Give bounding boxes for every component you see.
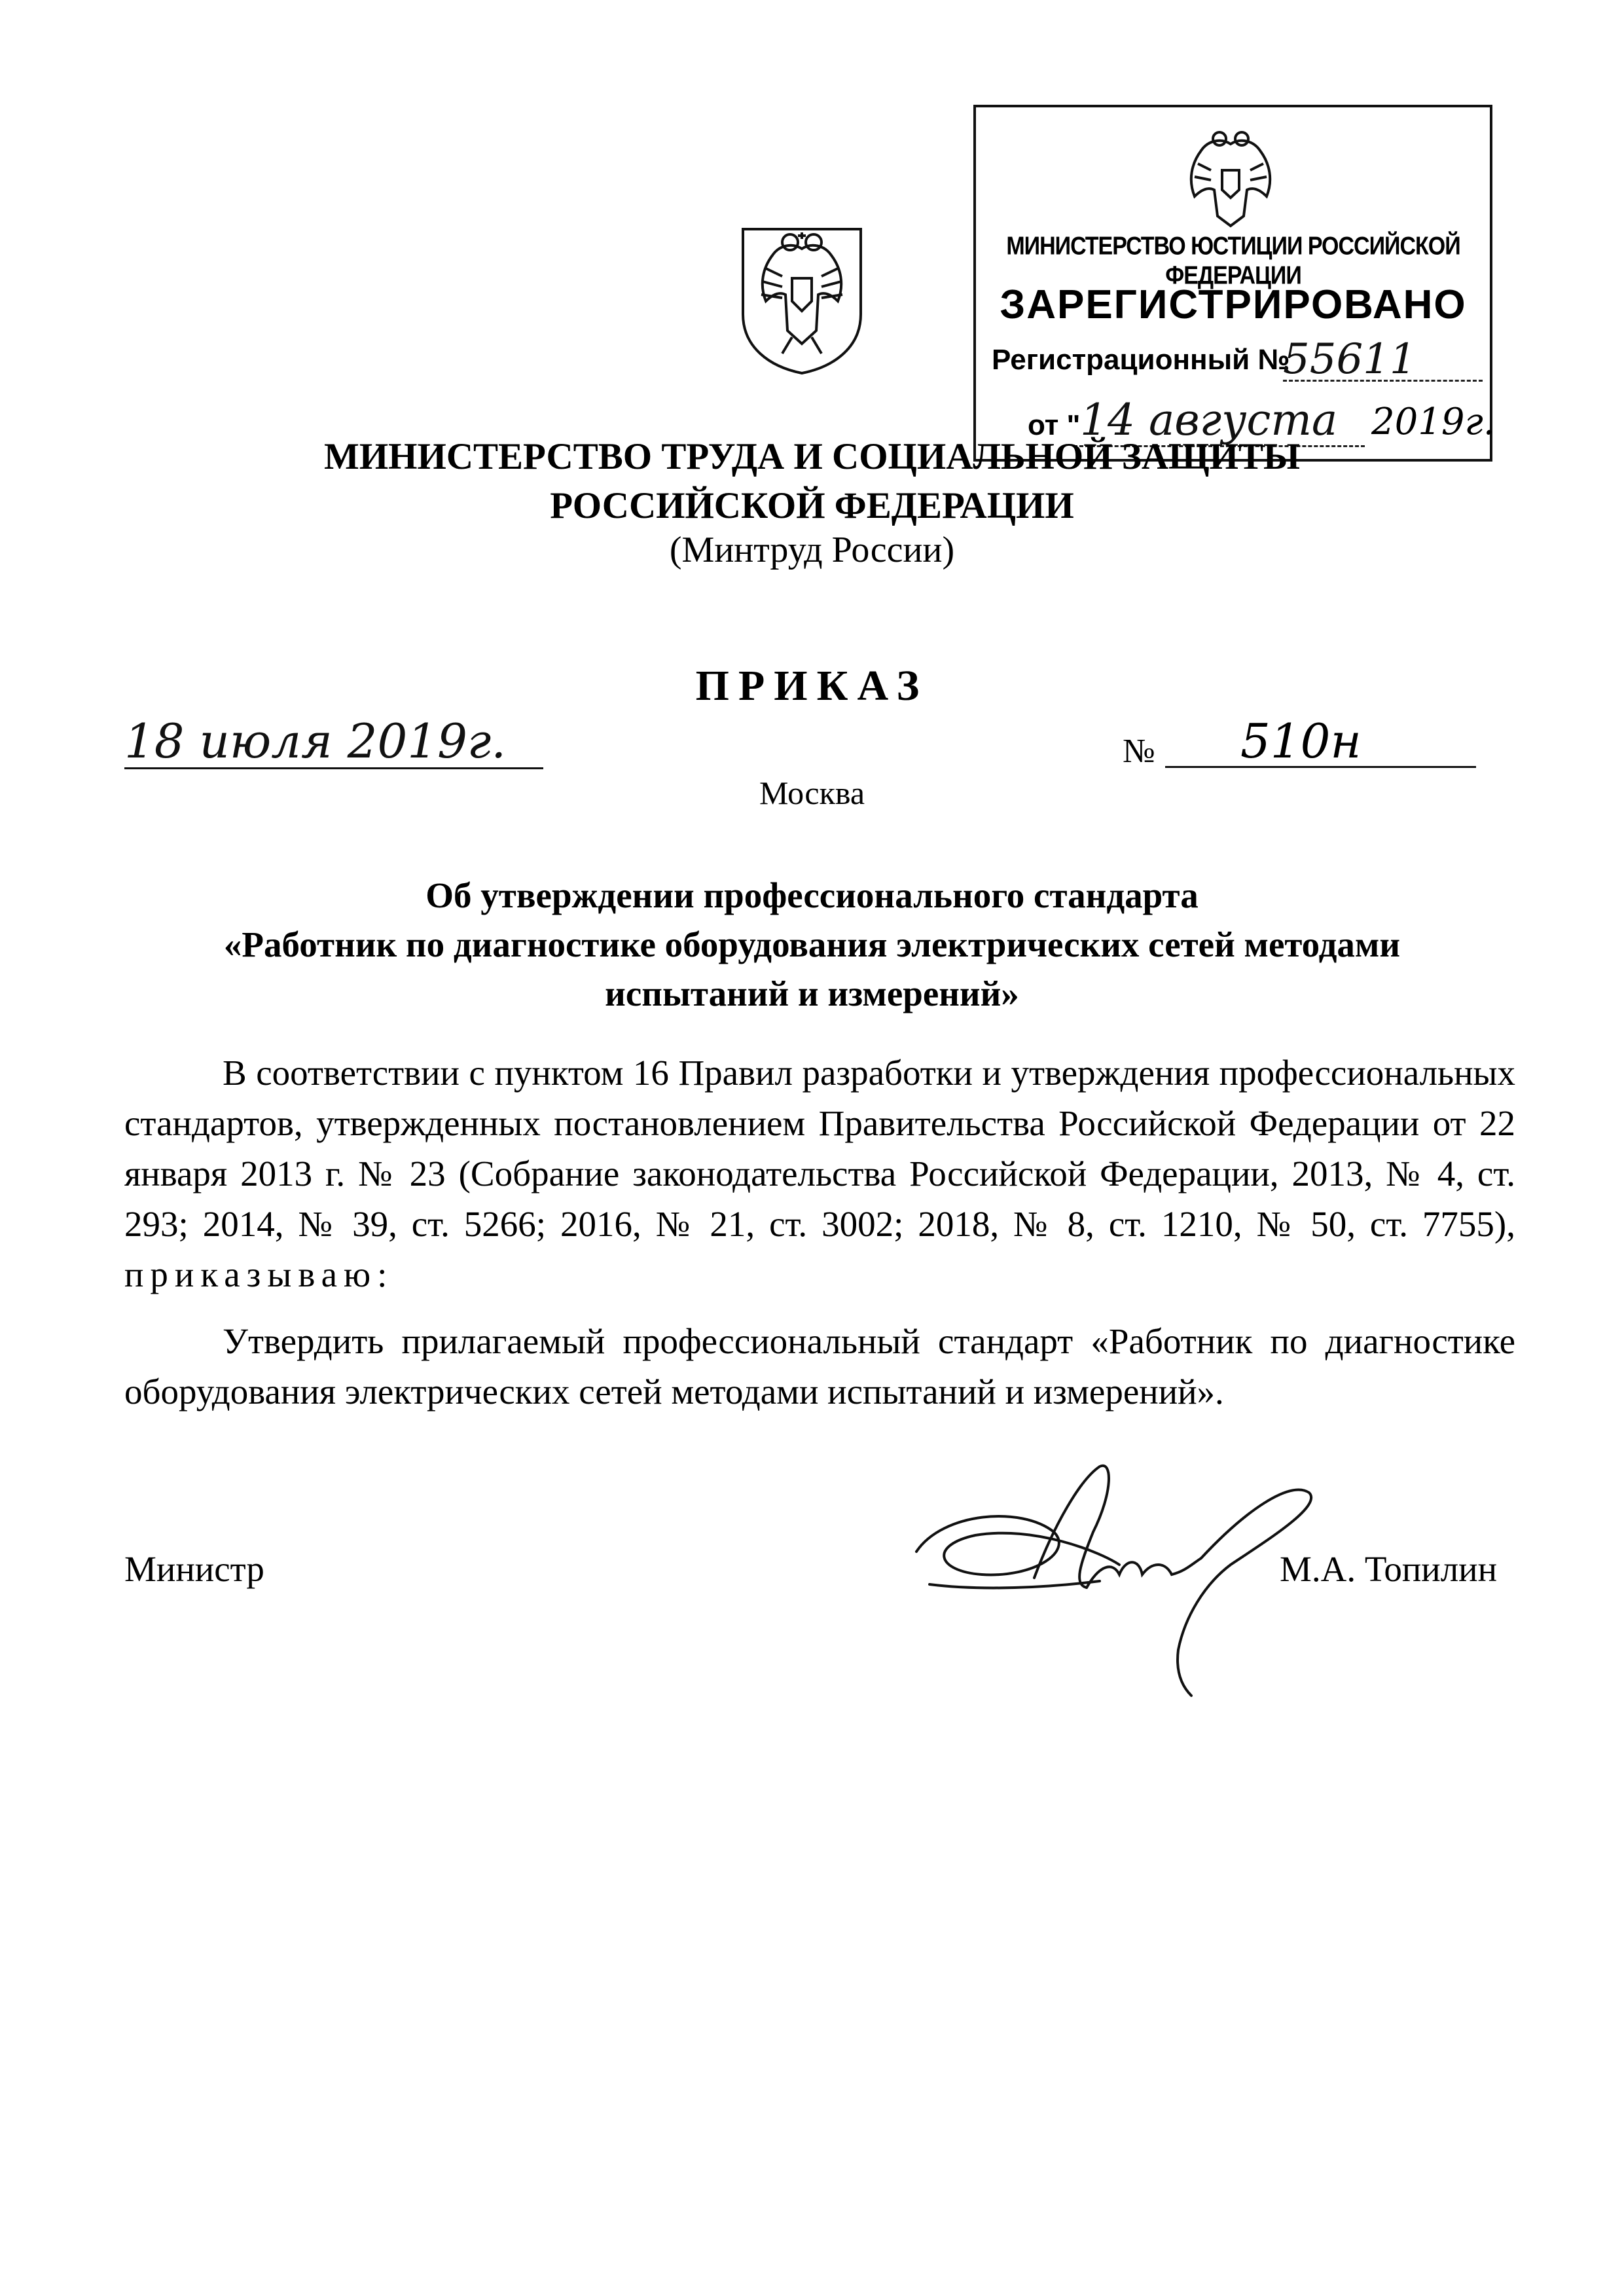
stamp-status: ЗАРЕГИСТРИРОВАНО [1000,282,1467,327]
subject-line1: Об утверждении профессионального стандарта [425,875,1199,915]
stamp-emblem-icon [1182,124,1280,232]
subject-line2: «Работник по диагностике оборудования электрических сетей методами [223,924,1401,964]
stamp-ministry-name: МИНИСТЕРСТВО ЮСТИЦИИ РОССИЙСКОЙ ФЕДЕРАЦИИ [1006,232,1460,290]
body-paragraph-2: Утвердить прилагаемый профессиональный стандарт «Работник по диагностике оборудования электрических сетей методами испытаний и измерений». [124,1321,1515,1412]
paragraph-1-text: В соответствии с пунктом 16 Правил разработки и утверждения профессиональных стандартов, утвержденных постановлением Правительства Российской Федерации от 22 января 2013 г. № 23 (Собрание законодательства Российской Федерации, 2013, № 4, ст. 293; 2014, № 39, ст. 5266; 2016, № 21, ст. 3002; 2018, № 8, ст. 1210, № 50, ст. 7755), [124,1053,1515,1244]
signatory-name: М.А. Топилин [1280,1549,1498,1589]
order-number-underline [1165,766,1476,768]
ministry-name-line1: МИНИСТЕРСТВО ТРУДА И СОЦИАЛЬНОЙ ЗАЩИТЫ [324,436,1300,477]
stamp-date-value: 14 августа [1080,395,1338,445]
stamp-reg-label: Регистрационный № [992,344,1290,376]
order-number: 510н [1240,714,1362,769]
order-title: ПРИКАЗ [695,662,929,710]
order-date: 18 июля 2019г. [124,714,507,769]
ministry-short-name: (Минтруд России) [669,530,955,570]
handwritten-signature-icon [903,1453,1335,1702]
subject-line3: испытаний и измерений» [605,974,1019,1013]
stamp-date-label: от " [1028,409,1081,441]
order-city: Москва [759,774,865,811]
order-subject [105,871,1519,1018]
order-word: приказываю: [124,1254,394,1294]
order-number-label: № [1123,733,1155,770]
ministry-name-line2: РОССИЙСКОЙ ФЕДЕРАЦИИ [550,485,1074,526]
signatory-title: Министр [124,1549,264,1589]
coat-of-arms-icon [730,216,874,376]
body-paragraph-1 [124,1048,1515,1300]
stamp-reg-number: 55611 [1283,335,1416,384]
stamp-year: 2019г. [1371,401,1495,443]
stamp-reg-underline [1283,380,1483,382]
order-date-underline [124,767,543,769]
